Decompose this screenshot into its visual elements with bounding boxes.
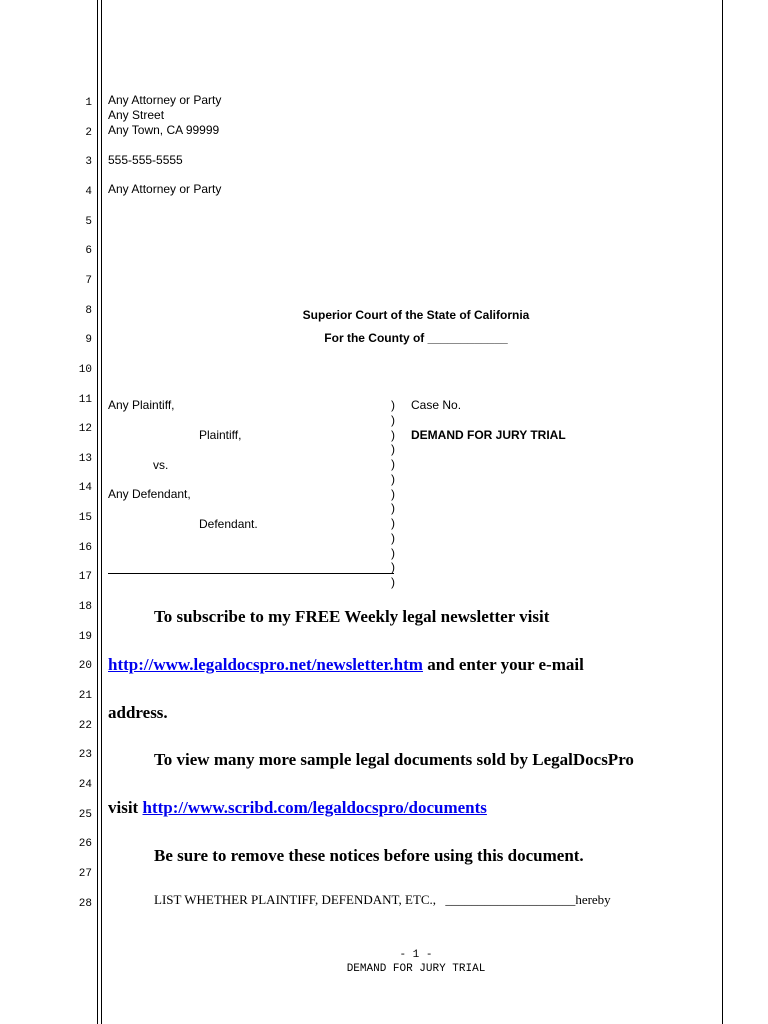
line-number: 16 [78,542,92,554]
attorney-name: Any Attorney or Party [108,93,222,107]
line-number: 27 [78,868,92,880]
party-blank: ____________________ [445,892,576,907]
line-number: 21 [78,690,92,702]
hereby-word: hereby [575,892,611,907]
versus-label: vs. [153,458,169,472]
notice-line-1: To subscribe to my FREE Weekly legal newsletter visit [154,607,550,626]
line-number: 22 [78,720,92,732]
line-number: 18 [78,601,92,613]
right-margin-rule [722,0,723,1024]
plaintiff-role: Plaintiff, [199,428,242,442]
caption-paren: ) [391,428,395,442]
left-margin-rule-outer [97,0,98,1024]
plaintiff-name: Any Plaintiff, [108,398,175,412]
left-margin-rule-inner [101,0,102,1024]
line-number: 9 [85,334,92,346]
line-number: 24 [78,779,92,791]
attorney-city: Any Town, CA 99999 [108,123,220,137]
notice-line-6: Be sure to remove these notices before using this document. [154,846,584,865]
notice-line-2-rest: and enter your e-mail [422,655,584,674]
line-number: 28 [78,898,92,910]
caption-bottom-rule [108,573,394,574]
notice-line-4: To view many more sample legal documents sold by LegalDocsPro [154,750,634,769]
line-number: 25 [78,809,92,821]
line-number: 23 [78,749,92,761]
attorney-for-party: Any Attorney or Party [108,182,222,196]
caption-paren: ) [391,457,395,471]
line-number: 5 [85,216,92,228]
caption-paren: ) [391,413,395,427]
line-number: 17 [78,571,92,583]
list-whether-text: LIST WHETHER PLAINTIFF, DEFENDANT, ETC., [154,892,437,907]
list-whether-line [154,892,611,908]
defendant-role: Defendant. [199,517,258,531]
document-title: DEMAND FOR JURY TRIAL [411,428,566,442]
case-no-label: Case No. [411,398,462,412]
line-number: 26 [78,838,92,850]
court-name: Superior Court of the State of California [302,308,530,322]
line-number: 6 [85,245,92,257]
notice-line-5 [108,797,487,819]
caption-paren: ) [391,472,395,486]
documents-link[interactable]: http://www.scribd.com/legaldocspro/documents [142,798,487,817]
caption-paren: ) [391,560,395,574]
line-number: 4 [85,186,92,198]
line-number: 1 [85,97,92,109]
line-number: 11 [78,394,92,406]
notice-line-2 [108,654,584,676]
line-number: 3 [85,156,92,168]
caption-paren: ) [391,501,395,515]
line-number: 8 [85,305,92,317]
line-number: 20 [78,660,92,672]
caption-paren: ) [391,531,395,545]
line-number: 7 [85,275,92,287]
line-number: 10 [78,364,92,376]
line-number: 14 [78,482,92,494]
footer-page-number: - 1 - [399,949,433,961]
attorney-street: Any Street [108,108,165,122]
caption-paren: ) [391,575,395,589]
attorney-phone: 555-555-5555 [108,153,183,167]
defendant-name: Any Defendant, [108,487,191,501]
newsletter-link[interactable]: http://www.legaldocspro.net/newsletter.htm [108,655,423,674]
caption-paren: ) [391,546,395,560]
caption-paren: ) [391,398,395,412]
caption-paren: ) [391,487,395,501]
court-county: For the County of ____________ [324,331,508,345]
line-number: 15 [78,512,92,524]
notice-line-3: address. [108,703,168,722]
line-number: 13 [78,453,92,465]
visit-word: visit [108,798,143,817]
caption-paren: ) [391,516,395,530]
caption-paren: ) [391,442,395,456]
footer-title: DEMAND FOR JURY TRIAL [346,963,486,975]
line-number: 12 [78,423,92,435]
line-number: 2 [85,127,92,139]
line-number: 19 [78,631,92,643]
